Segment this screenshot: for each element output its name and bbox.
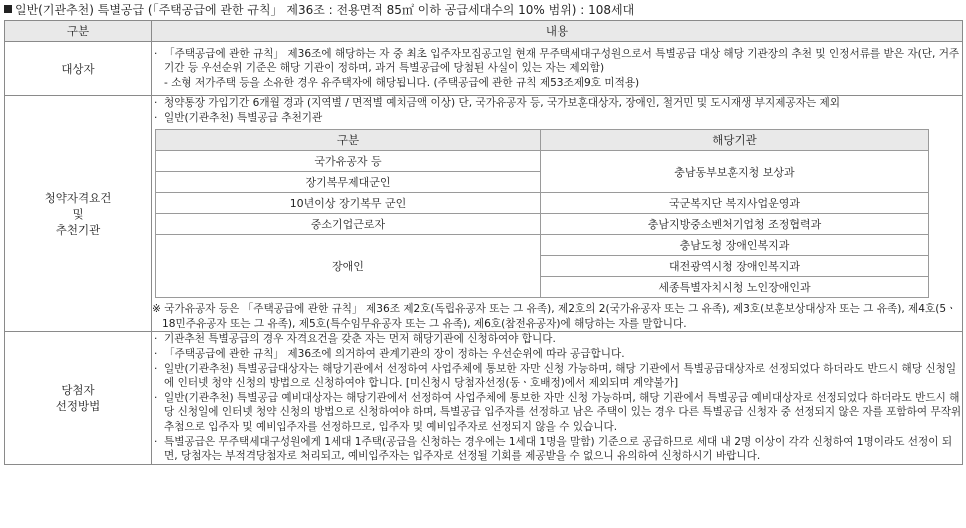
selection-bullet-4: 일반(기관추천) 특별공급 예비대상자는 해당기관에서 선정하여 사업주체에 통보한 자만 신청 가능하며, 해당 기관에서 특별공급 예비대상자로 선정되었다 하더라도 반드시 해당 신청일에 인터넷 청약 신청의 방법으로 신청하여야 하며, 특별공급 입주자를 선정하고 남은 주택이 있는 경우 다른 특별공급 신청자 중 선정되지 않은 자를 포함하여 무작위 추첨으로 입주자 및 예비입주자를 선정하므로, 입주자 및 예비입주자로 선정되지 않을 수 있습니다.	[164, 391, 962, 433]
bullet-icon: ·	[154, 435, 158, 448]
bullet-icon: ·	[154, 391, 158, 404]
inner-agency: 충남동부보훈지청 보상과	[541, 151, 929, 193]
eligibility-label-line3: 추천기관	[55, 222, 101, 237]
eligibility-bullet-2: 일반(기관추천) 특별공급 추천기관	[164, 111, 323, 124]
target-bullet: 「주택공급에 관한 규칙」 제36조에 해당하는 자 중 최초 입주자모집공고일 현재 무주택세대구성원으로서 특별공급 대상 해당 기관장의 추천 및 인정서류를 받은 자(단, 거주기간 등 우선순위 기준은 해당 기관이 정하며, 과거 특별공급에 당첨된 사실이 있는 자는 제외함)	[164, 47, 960, 75]
inner-row	[156, 151, 929, 172]
selection-bullet-1: 기관추천 특별공급의 경우 자격요건을 갖춘 자는 먼저 해당기관에 신청하여야 합니다.	[164, 333, 556, 346]
eligibility-label-line1: 청약자격요건	[44, 190, 112, 205]
square-bullet-icon	[4, 5, 12, 13]
bullet-icon: ·	[154, 111, 158, 124]
eligibility-label-line2: 및	[72, 206, 84, 221]
inner-row	[156, 214, 929, 235]
inner-agency: 충남도청 장애인복지과	[541, 235, 929, 256]
veterans-note: ※ 국가유공자 등은 「주택공급에 관한 규칙」 제36조 제2호(독립유공자 또는 그 유족), 제2호의 2(국가유공자 또는 그 유족), 제3호(보훈보상대상자 또는 그 유족), 제4호(5ㆍ18민주유공자 또는 그 유족), 제5호(특수임무유공자 또는 그 유족), 제6호(참전유공자)에 해당하는 자를 말합니다.	[152, 303, 957, 330]
row-target-label: 대상자	[5, 42, 152, 96]
inner-category: 장애인	[156, 235, 541, 298]
target-subnote: - 소형 저가주택 등을 소유한 경우 유주택자에 해당됩니다. (주택공급에 관한 규칙 제53조제9호 미적용)	[164, 76, 640, 89]
row-target	[5, 42, 963, 96]
row-selection	[5, 332, 963, 464]
inner-category: 중소기업근로자	[156, 214, 541, 235]
inner-row	[156, 193, 929, 214]
row-selection-content	[152, 332, 963, 464]
inner-row	[156, 235, 929, 256]
bullet-icon: ·	[154, 333, 158, 346]
bullet-icon: ·	[154, 47, 158, 60]
row-eligibility	[5, 96, 963, 332]
inner-category: 10년이상 장기복무 군인	[156, 193, 541, 214]
section-title	[4, 2, 634, 19]
selection-bullet-5: 특별공급은 무주택세대구성원에게 1세대 1주택(공급을 신청하는 경우에는 1세대 1명을 말함) 기준으로 공급하므로 세대 내 2명 이상이 각각 신청하여 1명이라도 선정이 되면, 당첨자는 부적격당첨자로 처리되고, 예비입주자는 입주자로 선정될 기회를 제공받을 수 없으니 유의하여 신청하시기 바랍니다.	[164, 435, 953, 463]
eligibility-bullet-1: 청약통장 가입기간 6개월 경과 (지역별 / 면적별 예치금액 이상) 단, 국가유공자 등, 국가보훈대상자, 장애인, 철거민 및 도시재생 부지제공자는 제외	[164, 97, 840, 109]
row-selection-label	[5, 332, 152, 464]
selection-bullet-2: 「주택공급에 관한 규칙」 제36조에 의거하여 관계기관의 장이 정하는 우선순위에 따라 공급합니다.	[164, 347, 625, 360]
bullet-icon: ·	[154, 347, 158, 360]
inner-agency: 대전광역시청 장애인복지과	[541, 256, 929, 277]
inner-category: 장기복무제대군인	[156, 172, 541, 193]
row-target-content	[152, 42, 963, 96]
bullet-icon: ·	[154, 97, 158, 109]
special-supply-table	[4, 20, 963, 465]
inner-agency: 세종특별자치시청 노인장애인과	[541, 277, 929, 298]
bullet-icon: ·	[154, 362, 158, 375]
selection-bullet-3: 일반(기관추천) 특별공급대상자는 해당기관에서 선정하여 사업주체에 통보한 자만 신청 가능하며, 해당 기관에서 특별공급대상자로 선정되었다 하더라도 반드시 해당 신청일에 인터넷 청약 신청의 방법으로 신청하여야 합니다. [미신청시 당첨자선정(동ㆍ호배정)에서 제외되며 계약불가]	[164, 362, 957, 390]
inner-header-agency: 해당기관	[541, 130, 929, 151]
recommending-agencies-table	[155, 129, 929, 298]
header-content: 내용	[152, 21, 963, 42]
selection-label-line2: 선정방법	[55, 399, 101, 414]
row-eligibility-label	[5, 96, 152, 332]
selection-label-line1: 당첨자	[61, 383, 95, 398]
header-category: 구분	[5, 21, 152, 42]
table-header-row	[5, 21, 963, 42]
inner-agency: 국군복지단 복지사업운영과	[541, 193, 929, 214]
inner-agency: 충남지방중소벤처기업청 조정협력과	[541, 214, 929, 235]
inner-header-row	[156, 130, 929, 151]
inner-category: 국가유공자 등	[156, 151, 541, 172]
inner-header-category: 구분	[156, 130, 541, 151]
section-title-text: 일반(기관추천) 특별공급 (「주택공급에 관한 규칙」 제36조 : 전용면적 85㎡ 이하 공급세대수의 10% 범위) : 108세대	[15, 3, 635, 17]
row-eligibility-content	[152, 96, 963, 332]
